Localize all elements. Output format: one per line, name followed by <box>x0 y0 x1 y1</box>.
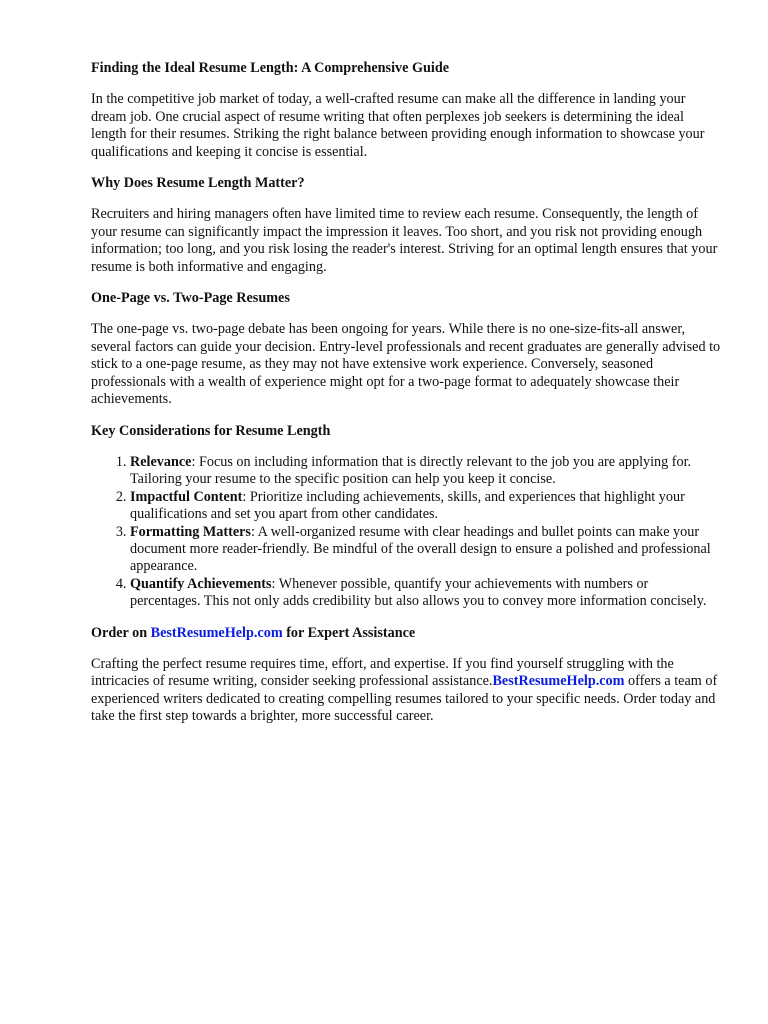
list-item <box>130 489 721 524</box>
list-item-separator: : <box>271 575 279 592</box>
order-body-suffix: offers a team of experienced writers dedicated to creating compelling resumes tailored to your specific needs. Order today and take the first step towards a brighter, more successful career. <box>91 673 718 725</box>
order-heading <box>91 625 721 642</box>
order-paragraph <box>91 656 721 726</box>
list-item <box>130 454 721 489</box>
document-page <box>91 60 721 740</box>
list-item-separator: : <box>191 453 199 470</box>
list-item-term: Relevance <box>130 453 192 470</box>
list-item-term: Quantify Achievements <box>130 575 272 592</box>
list-item <box>130 576 721 611</box>
document-title: Finding the Ideal Resume Length: A Comprehensive Guide <box>91 60 450 76</box>
why-length-paragraph: Recruiters and hiring managers often have limited time to review each resume. Consequently, the length of your resume can significantly impact the impression it leaves. Too short, and you risk not providing enough information; too long, and you risk losing the reader's interest. Striving for an optimal length ensures that your resume is both informative and engaging. <box>91 206 718 275</box>
list-item-text: Whenever possible, quantify your achievements with numbers or percentages. This not only adds credibility but also allows you to convey more information concisely. <box>130 575 707 610</box>
list-item <box>130 524 721 576</box>
order-body-link[interactable]: BestResumeHelp.com <box>492 673 625 690</box>
order-heading-link[interactable]: BestResumeHelp.com <box>150 624 283 641</box>
list-item-term: Impactful Content <box>130 488 243 505</box>
list-item-text: A well-organized resume with clear headings and bullet points can make your document more reader-friendly. Be mindful of the overall design to ensure a polished and professional appearance. <box>130 523 711 575</box>
list-item-term: Formatting Matters <box>130 523 251 540</box>
why-length-heading: Why Does Resume Length Matter? <box>91 175 305 192</box>
page-count-paragraph: The one-page vs. two-page debate has been ongoing for years. While there is no one-size-fits-all answer, several factors can guide your decision. Entry-level professionals and recent graduates are generally advised to stick to a one-page resume, as they may not have extensive work experience. Conversely, seasoned professionals with a wealth of experience might opt for a two-page format to adequately showcase their achievements. <box>91 321 721 408</box>
list-item-separator: : <box>250 523 258 540</box>
list-item-text: Focus on including information that is directly relevant to the job you are applying for. Tailoring your resume to the specific position can help you keep it concise. <box>130 453 692 488</box>
order-heading-suffix: for Expert Assistance <box>282 624 416 641</box>
page-count-heading: One-Page vs. Two-Page Resumes <box>91 290 290 307</box>
considerations-list <box>91 454 721 611</box>
list-item-text: Prioritize including achievements, skills, and experiences that highlight your qualifications and set you apart from other candidates. <box>130 488 685 523</box>
considerations-heading: Key Considerations for Resume Length <box>91 422 331 439</box>
intro-paragraph: In the competitive job market of today, a well-crafted resume can make all the difference in landing your dream job. One crucial aspect of resume writing that often perplexes job seekers is determining the ideal length for their resumes. Striking the right balance between providing enough information to showcase your qualifications and keeping it concise is essential. <box>91 91 705 160</box>
list-item-separator: : <box>242 488 250 505</box>
order-body-prefix: Crafting the perfect resume requires time, effort, and expertise. If you find yourself struggling with the intricacies of resume writing, consider seeking professional assistance. <box>91 655 674 690</box>
order-heading-prefix: Order on <box>91 624 151 641</box>
